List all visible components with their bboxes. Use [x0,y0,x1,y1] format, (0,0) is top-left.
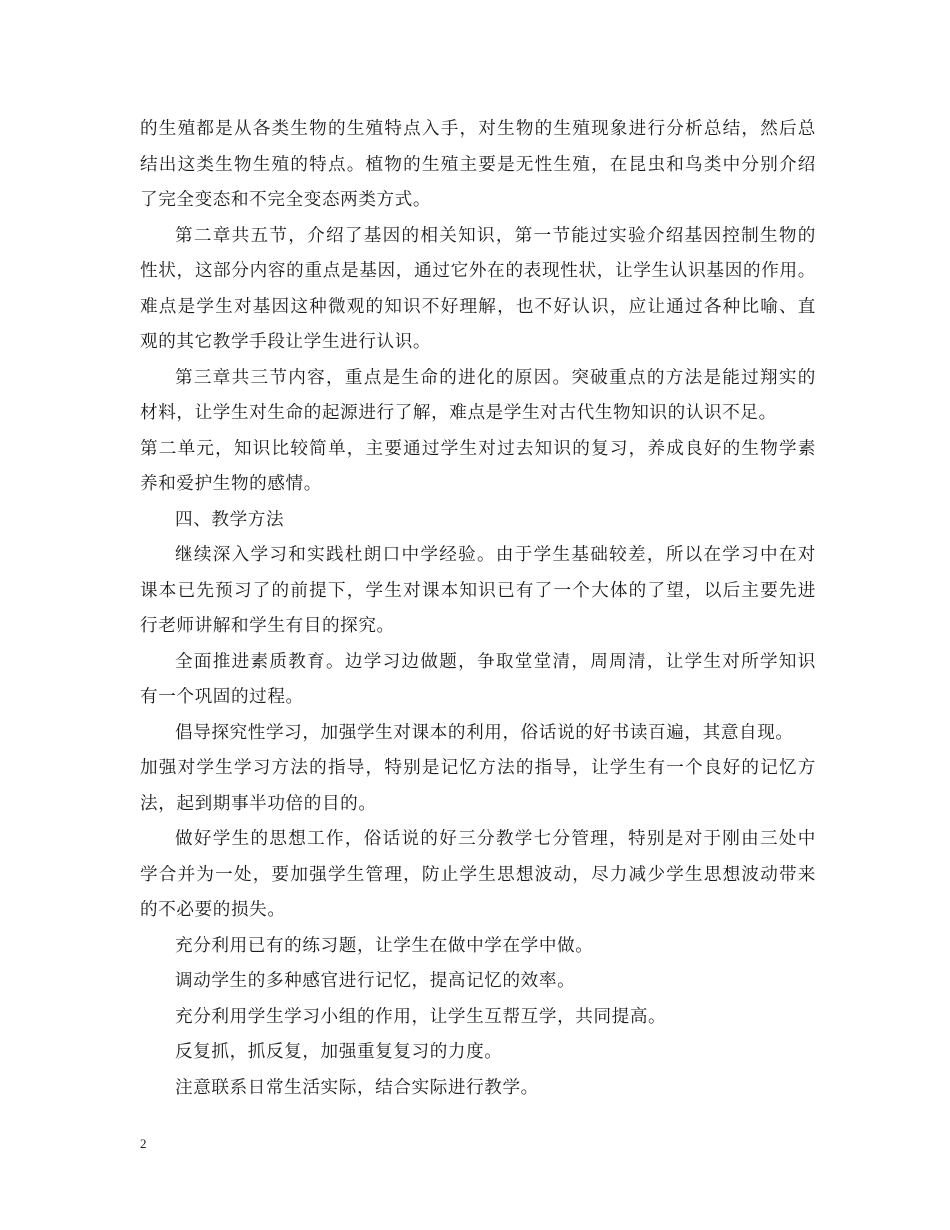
text-line: 注意联系日常生活实际，结合实际进行教学。 [175,1077,539,1098]
text-line: 结出这类生物生殖的特点。植物的生殖主要是无性生殖，在昆虫和鸟类中分别介绍 [140,154,816,175]
text-line: 倡导探究性学习，加强学生对课本的利用，俗话说的好书读百遍，其意自现。 [175,722,794,743]
text-line: 第三章共三节内容，重点是生命的进化的原因。突破重点的方法是能过翔实的 [175,367,816,388]
text-line: 继续深入学习和实践杜朗口中学经验。由于学生基础较差，所以在学习中在对 [175,545,816,565]
text-line: 行老师讲解和学生有目的探究。 [140,616,395,636]
text-line: 充分利用已有的练习题，让学生在做中学在学中做。 [175,935,594,956]
text-line: 学合并为一处，要加强学生管理，防止学生思想波动，尽力减少学生思想波动带来 [140,864,816,885]
text-line: 加强对学生学习方法的指导，特别是记忆方法的指导，让学生有一个良好的记忆方 [140,758,816,778]
text-line: 难点是学生对基因这种微观的知识不好理解，也不好认识，应让通过各种比喻、直 [140,296,816,317]
text-line: 的生殖都是从各类生物的生殖特点入手，对生物的生殖现象进行分析总结，然后总 [140,119,816,139]
text-line: 做好学生的思想工作，俗话说的好三分教学七分管理，特别是对于刚由三处中 [175,829,816,849]
text-line: 第二章共五节，介绍了基因的相关知识，第一节能过实验介绍基因控制生物的 [175,225,816,246]
text-line: 材料，让学生对生命的起源进行了解，难点是学生对古代生物知识的认识不足。 [140,403,777,423]
page-number: 2 [140,1136,147,1151]
text-line: 观的其它教学手段让学生进行认识。 [140,332,432,352]
text-line: 调动学生的多种感官进行记忆，提高记忆的效率。 [175,971,576,991]
text-line: 第二单元，知识比较简单，主要通过学生对过去知识的复习，养成良好的生物学素 [140,438,816,459]
text-line: 法，起到期事半功倍的目的。 [140,793,377,814]
text-line: 四、教学方法 [175,509,285,530]
text-line: 了完全变态和不完全变态两类方式。 [140,190,432,210]
text-line: 课本已先预习了的前提下，学生对课本知识已有了一个大体的了望，以后主要先进 [140,580,816,601]
text-line: 全面推进素质教育。边学习边做题，争取堂堂清，周周清，让学生对所学知识 [175,651,816,672]
text-line: 性状，这部分内容的重点是基因，通过它外在的表现性状，让学生认识基因的作用。 [140,261,816,281]
text-line: 的不必要的损失。 [140,900,286,920]
text-line: 有一个巩固的过程。 [140,687,304,707]
text-line: 养和爱护生物的感情。 [140,474,322,494]
body-text [140,112,816,1106]
text-line: 反复抓，抓反复，加强重复复习的力度。 [175,1042,503,1062]
text-line: 充分利用学生学习小组的作用，让学生互帮互学，共同提高。 [175,1006,667,1027]
